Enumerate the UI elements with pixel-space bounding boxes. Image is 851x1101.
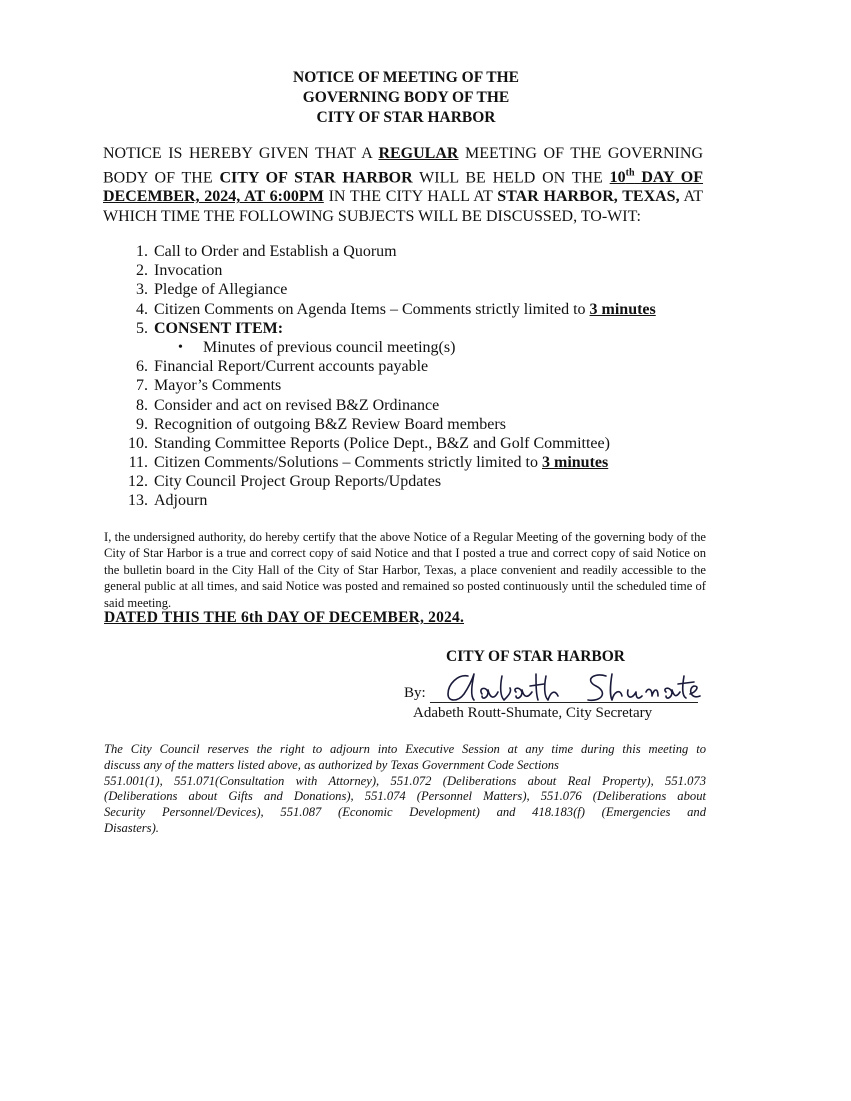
- meeting-type: REGULAR: [378, 145, 459, 162]
- agenda-item: [104, 434, 744, 453]
- agenda-text: Citizen Comments/Solutions – Comments strictly limited to: [154, 454, 542, 472]
- agenda-item: [104, 242, 744, 261]
- agenda-item: [104, 491, 744, 510]
- agenda-item: [104, 453, 744, 472]
- agenda-text: Call to Order and Establish a Quorum: [154, 243, 397, 260]
- agenda-text: Pledge of Allegiance: [154, 281, 288, 299]
- agenda-item: [104, 319, 744, 338]
- meeting-place: STAR HARBOR, TEXAS,: [497, 188, 680, 206]
- meeting-date-time: DAY OF DECEMBER, 2024, AT 6:00PM: [103, 168, 704, 206]
- notice-line: Security Personnel/Devices), 551.087 (Economic Development) and 418.183(f) (Emergencies and: [104, 805, 706, 820]
- agenda-number: 3.: [136, 281, 148, 299]
- notice-line: 551.001(1), 551.071(Consultation with Attorney), 551.072 (Deliberations about Real Property), 551.073: [104, 773, 706, 788]
- signature-line: [430, 702, 698, 703]
- agenda-number: 6.: [136, 358, 148, 376]
- signature-city: CITY OF STAR HARBOR: [446, 648, 625, 665]
- intro-text: WILL BE HELD ON THE: [412, 168, 610, 186]
- agenda-list: [104, 242, 744, 511]
- agenda-text: Standing Committee Reports (Police Dept., B&Z and Golf Committee): [154, 434, 610, 452]
- agenda-subitem: [104, 338, 744, 357]
- signer-name: Adabeth Routt-Shumate, City Secretary: [413, 705, 653, 721]
- agenda-text: Recognition of outgoing B&Z Review Board members: [154, 415, 506, 433]
- city-name: CITY OF STAR HARBOR: [219, 168, 413, 186]
- dated-line: DATED THIS THE 6th DAY OF DECEMBER, 2024.: [104, 609, 465, 626]
- agenda-item: [104, 472, 744, 491]
- agenda-number: 12.: [128, 473, 148, 491]
- time-limit: 3 minutes: [542, 454, 609, 472]
- agenda-number: 2.: [136, 262, 148, 280]
- agenda-number: 4.: [136, 300, 148, 318]
- agenda-number: 13.: [128, 492, 148, 510]
- notice-line: The City Council reserves the right to adjourn into Executive Session at any time during this meeting to: [104, 742, 706, 756]
- executive-session-notice: [104, 742, 706, 837]
- agenda-number: 8.: [136, 396, 148, 414]
- agenda-text: Citizen Comments on Agenda Items – Comments strictly limited to: [154, 300, 590, 318]
- notice-line: Disasters).: [104, 820, 159, 835]
- intro-text: AT WHICH TIME THE FOLLOWING SUBJECTS WILL BE DISCUSSED, TO-WIT:: [103, 188, 704, 225]
- intro-text: MEETING OF THE GOVERNING BODY OF THE: [103, 145, 703, 186]
- meeting-day: 10: [609, 168, 626, 186]
- agenda-number: 9.: [136, 415, 148, 433]
- agenda-text: Mayor’s Comments: [154, 377, 282, 395]
- title-line-3: CITY OF STAR HARBOR: [316, 109, 496, 126]
- agenda-item: [104, 280, 744, 299]
- time-limit: 3 minutes: [589, 300, 656, 318]
- notice-line: (Deliberations about Gifts and Donations), 551.074 (Personnel Matters), 551.076 (Deliberations about: [104, 789, 706, 804]
- agenda-item: [104, 300, 744, 319]
- agenda-number: 5.: [136, 319, 148, 337]
- notice-intro: [103, 144, 703, 226]
- agenda-text: Financial Report/Current accounts payable: [154, 358, 429, 376]
- intro-text: NOTICE IS HEREBY GIVEN THAT A: [103, 145, 379, 162]
- agenda-text: Adjourn: [154, 492, 208, 510]
- agenda-number: 7.: [136, 377, 148, 395]
- agenda-item: [104, 415, 744, 434]
- certification-paragraph: I, the undersigned authority, do hereby certify that the above Notice of a Regular Meeting of the governing body of the City of Star Harbor is a true and correct copy of said Notice and that I posted a true and correct copy of said Notice on the bulletin board in the City Hall of the City of Star Harbor, Texas, a place convenient and readily accessible to the general public at all times, and said Notice was posted and remained so posted continuously until the scheduled time of said meeting.: [104, 530, 706, 610]
- agenda-number: 11.: [128, 454, 148, 472]
- agenda-item: [104, 396, 744, 415]
- agenda-text: Invocation: [154, 262, 223, 280]
- day-suffix: th: [625, 167, 635, 179]
- consent-heading: CONSENT ITEM:: [154, 319, 284, 337]
- by-label: By:: [404, 685, 426, 701]
- notice-title: [0, 68, 812, 128]
- title-line-2: GOVERNING BODY OF THE: [302, 89, 510, 106]
- agenda-text: City Council Project Group Reports/Updates: [154, 473, 442, 491]
- intro-text: IN THE CITY HALL AT: [323, 188, 498, 206]
- agenda-number: 1.: [136, 243, 148, 260]
- agenda-text: Consider and act on revised B&Z Ordinance: [154, 396, 440, 414]
- agenda-number: 10.: [128, 434, 148, 452]
- title-line-1: NOTICE OF MEETING OF THE: [293, 69, 519, 86]
- notice-line: discuss any of the matters listed above, as authorized by Texas Government Code Sections: [104, 757, 559, 772]
- agenda-item: [104, 357, 744, 376]
- agenda-item: [104, 376, 744, 395]
- bullet-icon: •: [178, 339, 183, 355]
- agenda-item: [104, 261, 744, 280]
- agenda-text: Minutes of previous council meeting(s): [203, 338, 456, 356]
